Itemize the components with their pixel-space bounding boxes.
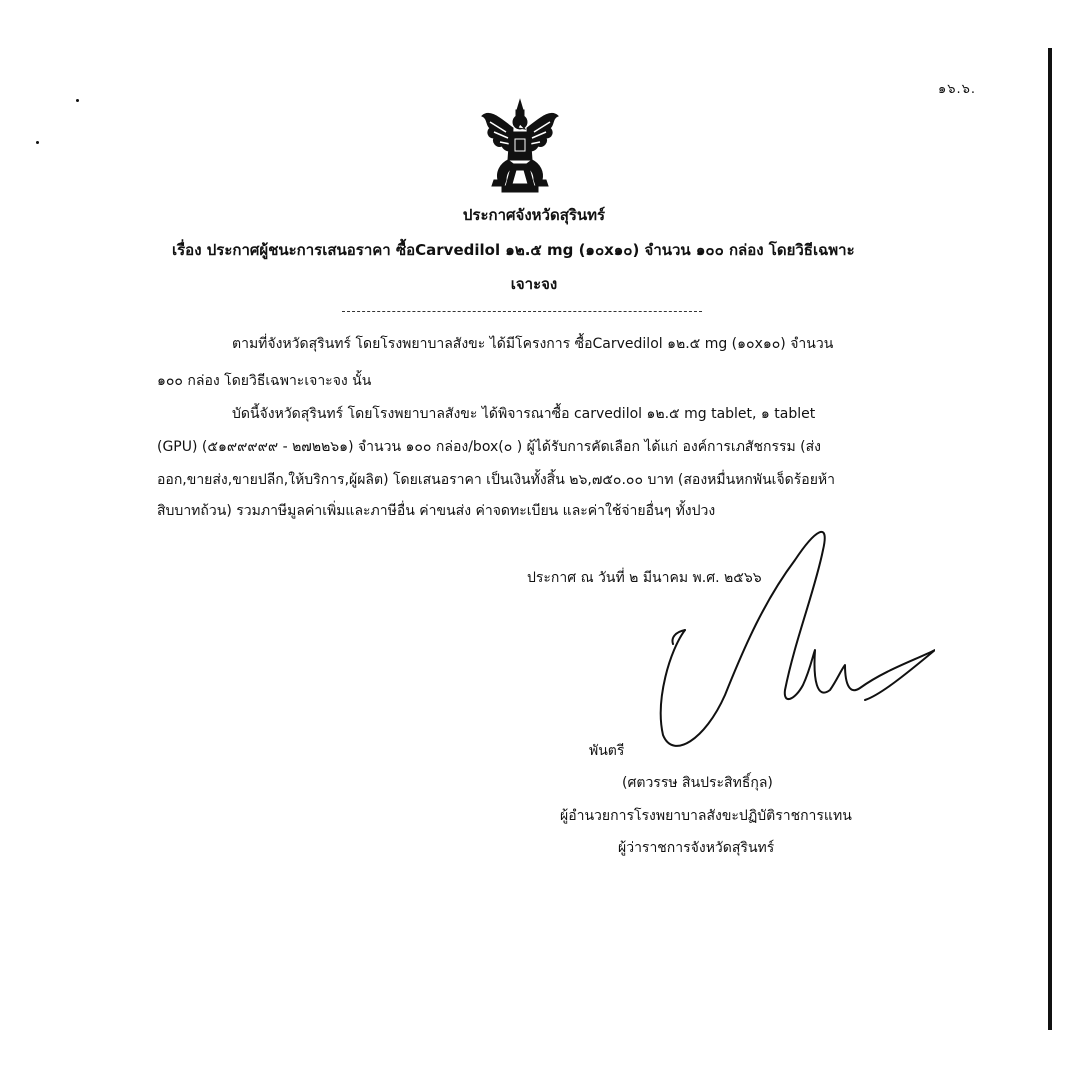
scan-speck bbox=[76, 99, 79, 102]
scan-speck bbox=[36, 141, 39, 144]
signatory-position-2: ผู้ว่าราชการจังหวัดสุรินทร์ bbox=[618, 840, 775, 856]
paragraph-2-line-3: ออก,ขายส่ง,ขายปลีก,ให้บริการ,ผู้ผลิต) โดยเสนอราคา เป็นเงินทั้งสิ้น ๒๖,๗๕๐.๐๐ บาท (สองหมื่นหกพันเจ็ดร้อยห้า bbox=[157, 472, 835, 488]
subject-line-1: เรื่อง ประกาศผู้ชนะการเสนอราคา ซื้อCarvedilol ๑๒.๕ mg (๑๐x๑๐) จำนวน ๑๐๐ กล่อง โดยวิธีเฉพาะ bbox=[172, 241, 855, 259]
garuda-emblem-icon bbox=[476, 98, 564, 194]
scan-edge-line bbox=[1048, 48, 1052, 1030]
paragraph-1-line-1: ตามที่จังหวัดสุรินทร์ โดยโรงพยาบาลสังขะ ได้มีโครงการ ซื้อCarvedilol ๑๒.๕ mg (๑๐x๑๐) จำนวน bbox=[232, 336, 834, 352]
handwritten-signature bbox=[645, 520, 935, 760]
subject-line-2: เจาะจง bbox=[510, 275, 558, 293]
document-title: ประกาศจังหวัดสุรินทร์ bbox=[462, 206, 606, 224]
paragraph-1-line-2: ๑๐๐ กล่อง โดยวิธีเฉพาะเจาะจง นั้น bbox=[157, 373, 372, 389]
paragraph-2-line-4: สิบบาทถ้วน) รวมภาษีมูลค่าเพิ่มและภาษีอื่น ค่าขนส่ง ค่าจดทะเบียน และค่าใช้จ่ายอื่นๆ ทั้งปวง bbox=[157, 503, 716, 519]
signatory-rank: พันตรี bbox=[589, 743, 625, 759]
title-divider bbox=[342, 311, 702, 312]
paragraph-2-line-1: บัดนี้จังหวัดสุรินทร์ โดยโรงพยาบาลสังขะ ได้พิจารณาซื้อ carvedilol ๑๒.๕ mg tablet, ๑ tablet bbox=[232, 406, 816, 422]
page-number: ๑๖.๖. bbox=[938, 82, 977, 97]
announcement-date: ประกาศ ณ วันที่ ๒ มีนาคม พ.ศ. ๒๕๖๖ bbox=[527, 570, 762, 586]
signatory-position-1: ผู้อำนวยการโรงพยาบาลสังขะปฏิบัติราชการแทน bbox=[560, 808, 852, 824]
paragraph-2-line-2: (GPU) (๕๑๙๙๙๙๙ - ๒๗๒๒๖๑) จำนวน ๑๐๐ กล่อง/box(๐ ) ผู้ได้รับการคัดเลือก ได้แก่ องค์การเภสัชกรรม (ส่ง bbox=[157, 439, 822, 455]
signatory-name: (ศตวรรษ สินประสิทธิ์กุล) bbox=[622, 775, 773, 791]
